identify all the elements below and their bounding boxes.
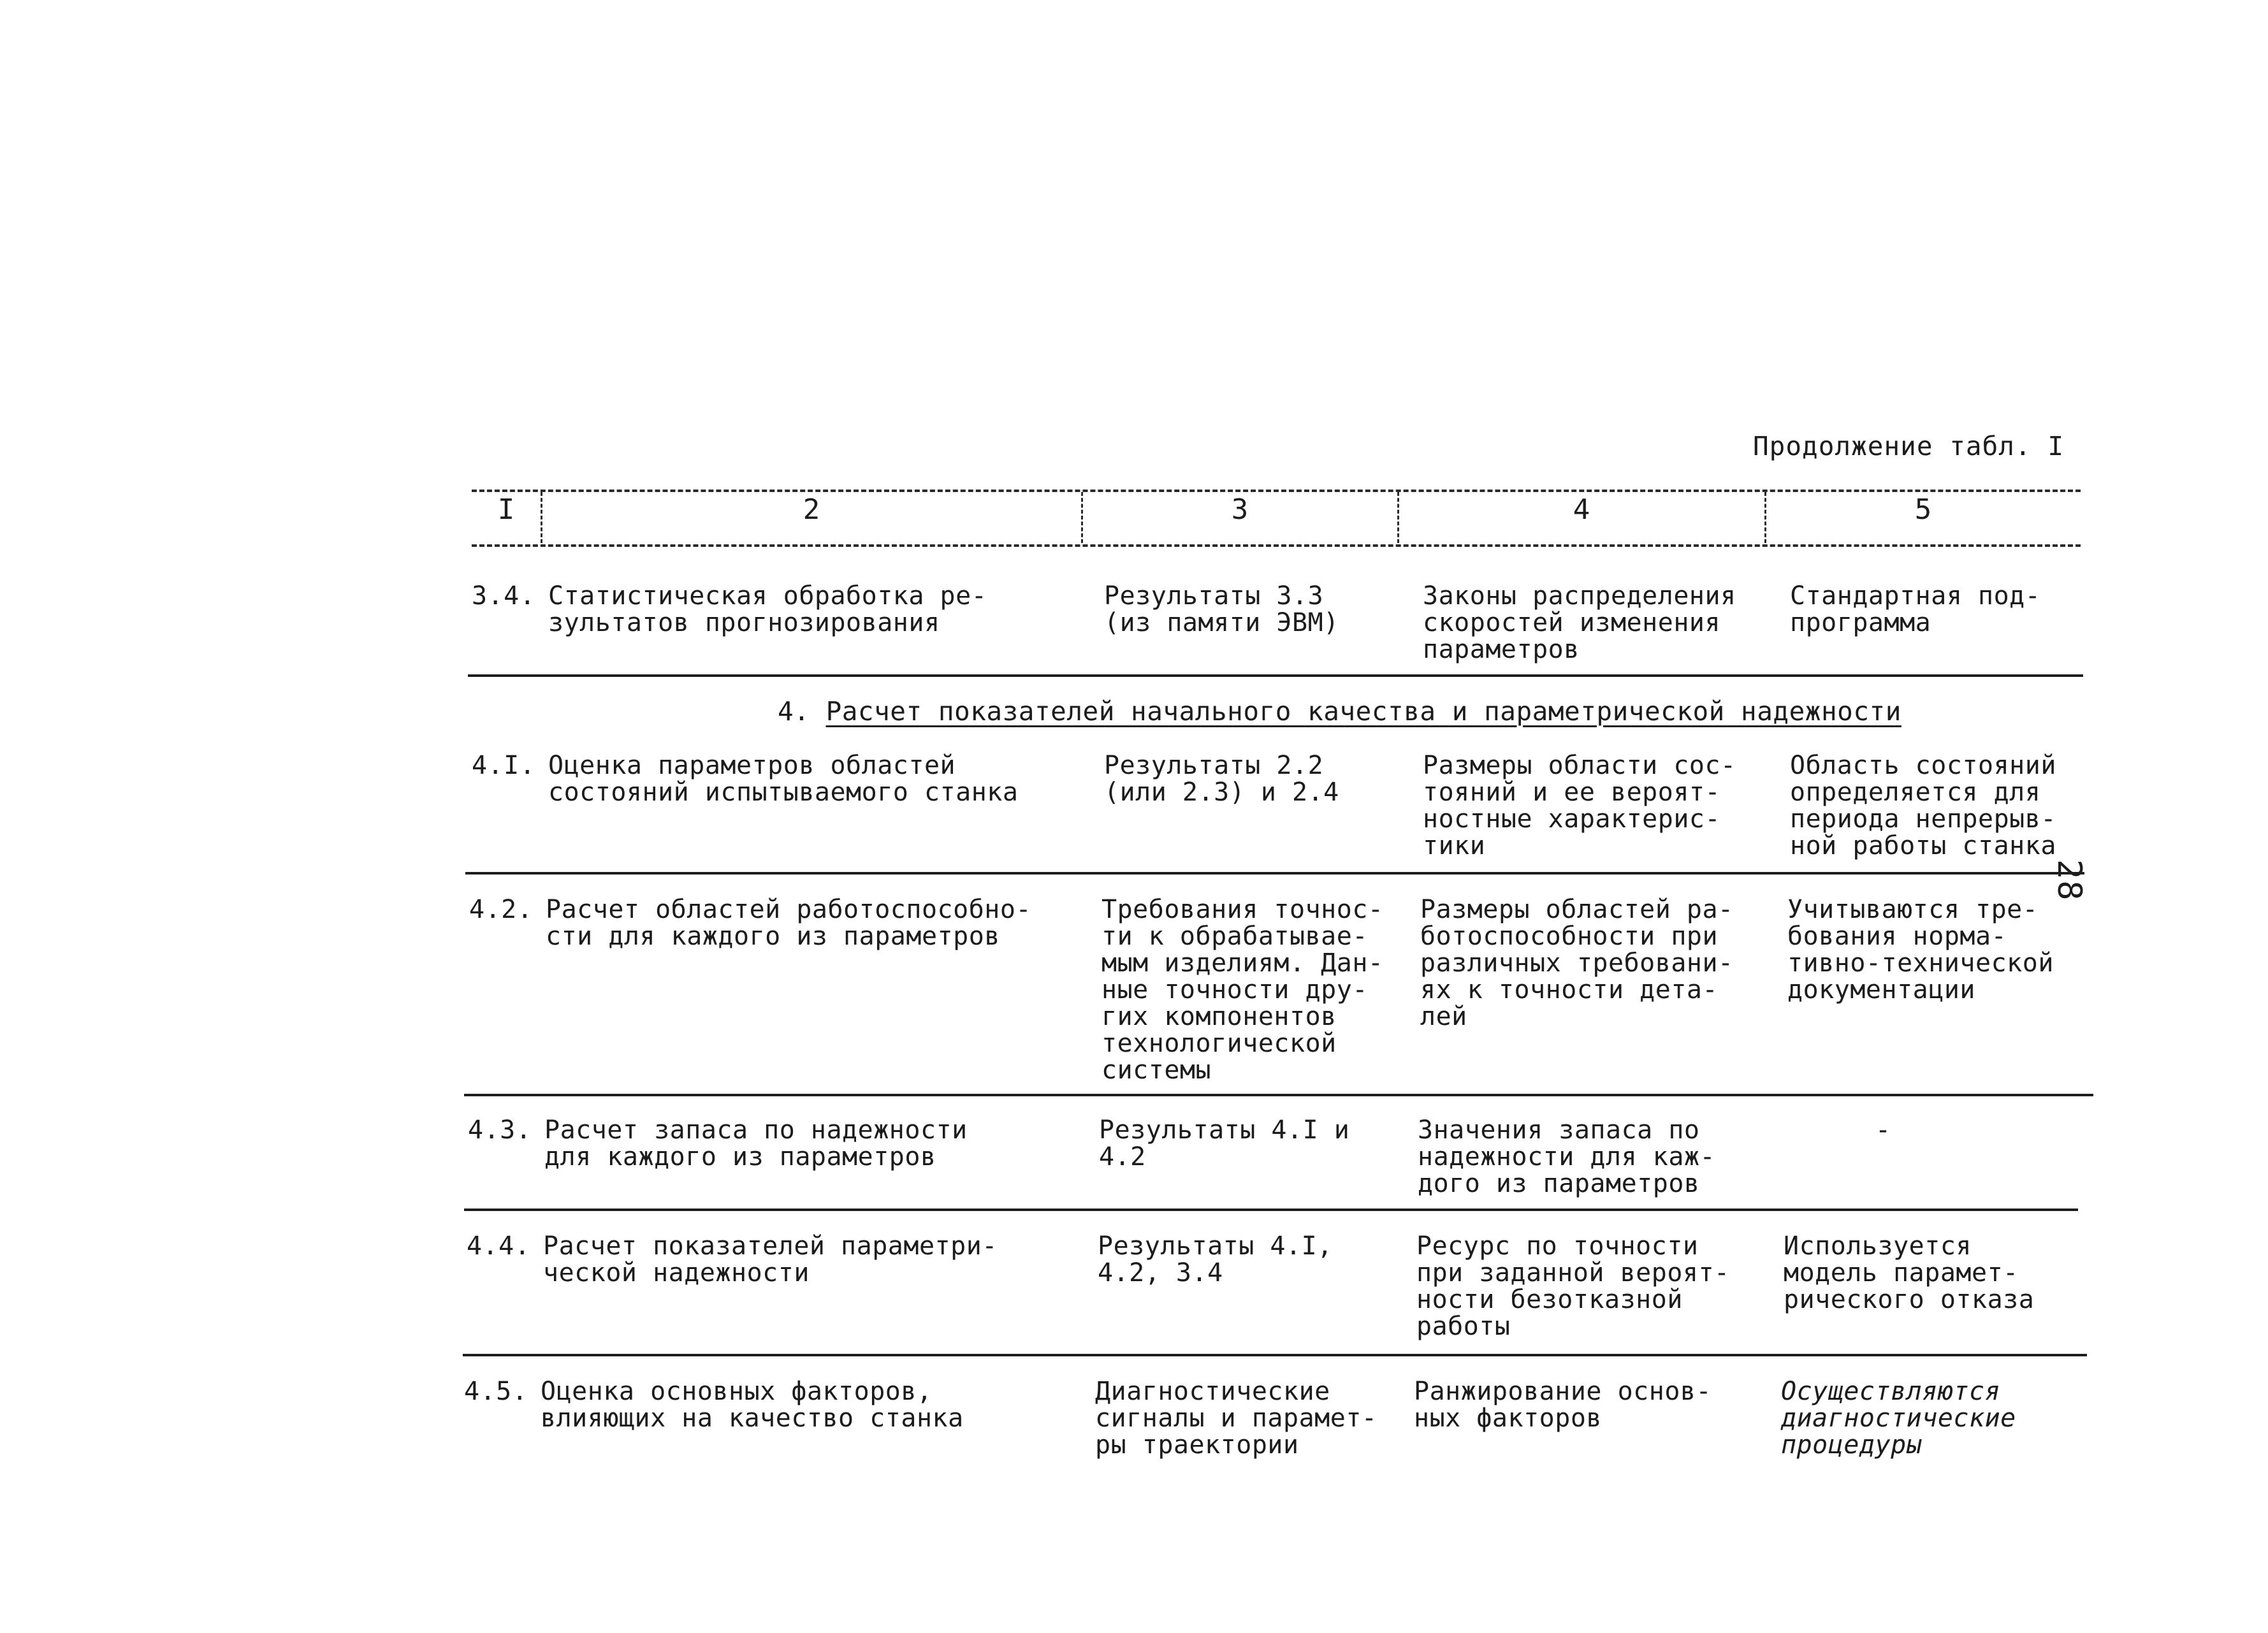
row-output: Законы распределения скоростей изменения параметров [1423,581,1736,664]
section-heading [778,696,1901,727]
row-number: 4.5. [464,1377,528,1406]
row-note: Стандартная под- программа [1790,581,2041,637]
row-note: Осуществляются диагностические процедуры [1781,1377,2016,1460]
continuation-caption: Продолжение табл. I [1753,431,2064,461]
row-divider [464,1208,2078,1211]
row-output: Ранжирование основ- ных факторов [1414,1377,1712,1433]
column-header-2: 2 [803,493,820,526]
row-input: Диагностические сигналы и парамет- ры траектории [1095,1377,1378,1460]
row-note: Используется модель парамет- рического отказа [1784,1231,2035,1314]
row-number: 4.I. [472,751,536,780]
row-note: Учитываются тре- бования норма- тивно-технической документации [1787,895,2054,1005]
row-input: Требования точнос- ти к обрабатывае- мым изделиям. Дан- ные точности дру- гих компонентов технологической системы [1101,895,1384,1085]
row-task: Расчет областей работоспособно- сти для каждого из параметров [546,895,1032,951]
row-note: - [1875,1115,1891,1145]
row-input: Результаты 3.3 (из памяти ЭВМ) [1104,581,1339,637]
row-divider [463,1354,2087,1356]
row-input: Результаты 4.I, 4.2, 3.4 [1098,1231,1333,1288]
row-output: Размеры области сос- тояний и ее вероят- ностные характерис- тики [1423,751,1736,860]
column-header-5: 5 [1914,493,1932,526]
column-header-3: 3 [1231,493,1249,526]
row-divider [468,674,2083,677]
row-input: Результаты 2.2 (или 2.3) и 2.4 [1104,751,1339,807]
page-number: 28 [2050,859,2088,902]
column-header-1: I [497,493,515,526]
row-task: Расчет показателей параметри- ческой надежности [543,1231,998,1288]
header-top-rule [472,490,2081,492]
row-task: Оценка параметров областей состояний испытываемого станка [548,751,1019,807]
row-output: Значения запаса по надежности для каж- дого из параметров [1418,1115,1716,1198]
row-number: 4.3. [468,1115,532,1145]
row-task: Оценка основных факторов, влияющих на качество станка [541,1377,964,1433]
section-title: Расчет показателей начального качества и параметрической надежности [825,696,1901,727]
column-header-4: 4 [1573,493,1590,526]
row-input: Результаты 4.I и 4.2 [1099,1115,1350,1172]
row-divider [465,872,2084,875]
row-output: Размеры областей ра- ботоспособности при различных требовани- ях к точности дета- лей [1420,895,1734,1031]
row-note: Область состояний определяется для периода непрерыв- ной работы станка [1790,751,2056,860]
row-output: Ресурс по точности при заданной вероят- ности безотказной работы [1416,1231,1730,1341]
row-divider [464,1094,2093,1096]
header-bottom-rule [472,544,2081,547]
row-number: 4.2. [469,895,534,924]
row-task: Статистическая обработка ре- зультатов прогнозирования [548,581,987,637]
row-number: 4.4. [467,1231,531,1261]
section-number: 4. [778,696,810,727]
row-task: Расчет запаса по надежности для каждого из параметров [544,1115,968,1172]
row-number: 3.4. [472,581,536,611]
